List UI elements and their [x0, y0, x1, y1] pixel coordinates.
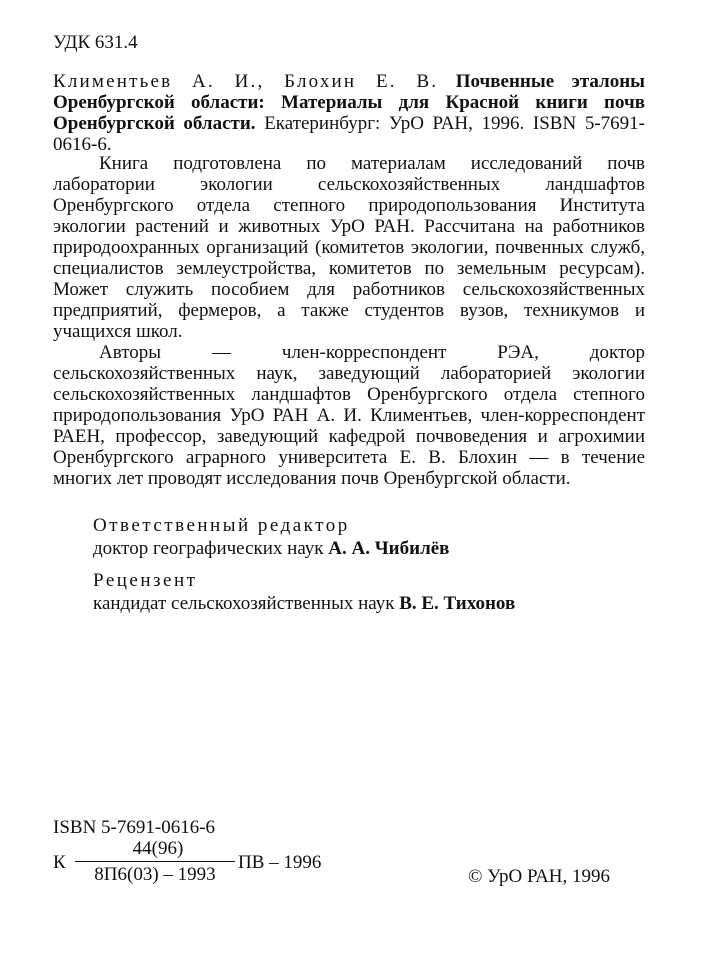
fraction-line — [75, 861, 235, 862]
annotation-paragraph-1: Книга подготовлена по материалам исследований почв лаборатории экологии сельскохозяйственных ландшафтов Оренбургского отдела степного природопользования Института экологии растений и животных УрО РАН. Рассчитана на работников природоохранных организаций (комитетов экологии, почвенных служб, специалистов землеустройства, комитетов по земельным ресурсам). Может служить пособием для работников сельскохозяйственных предприятий, фермеров, а также студентов вузов, техникумов и учащихся школ. — [53, 153, 645, 342]
udk-code: УДК 631.4 — [53, 32, 138, 53]
editor-line — [93, 538, 449, 559]
bibliographic-record — [53, 71, 645, 155]
reviewer-role: Рецензент — [93, 570, 198, 591]
annotation-paragraph-2: Авторы — член-корреспондент РЭА, доктор сельскохозяйственных наук, заведующий лабораторией экологии сельскохозяйственных ландшафтов Оренбургского отдела степного природопользования УрО РАН А. И. Климентьев, член-корреспондент РАЕН, профессор, заведующий кафедрой почвоведения и агрохимии Оренбургского аграрного университета Е. В. Блохин — в течение многих лет проводят исследования почв Оренбургской области. — [53, 342, 645, 489]
isbn-bottom: ISBN 5-7691-0616-6 — [53, 817, 216, 838]
reviewer-degree: кандидат сельскохозяйственных наук — [93, 593, 395, 614]
publishing-code — [53, 838, 323, 886]
code-numerator: 44(96) — [132, 838, 184, 859]
copyright: © УрО РАН, 1996 — [468, 866, 611, 887]
publisher: Екатеринбург: УрО РАН, 1996. — [264, 113, 525, 134]
book-title: Почвенные эталоны Оренбургской области: Материалы для Красной книги почв Оренбургской области. — [53, 71, 646, 134]
annotation — [53, 153, 645, 489]
code-letter: К — [53, 852, 66, 873]
editor-role: Ответственный редактор — [93, 515, 350, 536]
reviewer-name: В. Е. Тихонов — [399, 593, 516, 614]
authors: Климентьев А. И., Блохин Е. В. — [53, 71, 439, 92]
code-suffix: ПВ – 1996 — [238, 852, 322, 873]
reviewer-line — [93, 593, 515, 614]
editor-degree: доктор географических наук — [93, 538, 324, 559]
isbn-top: ISBN 5-7691-0616-6. — [53, 113, 645, 155]
editor-name: А. А. Чибилёв — [328, 538, 450, 559]
code-denominator: 8П6(03) – 1993 — [94, 864, 216, 885]
